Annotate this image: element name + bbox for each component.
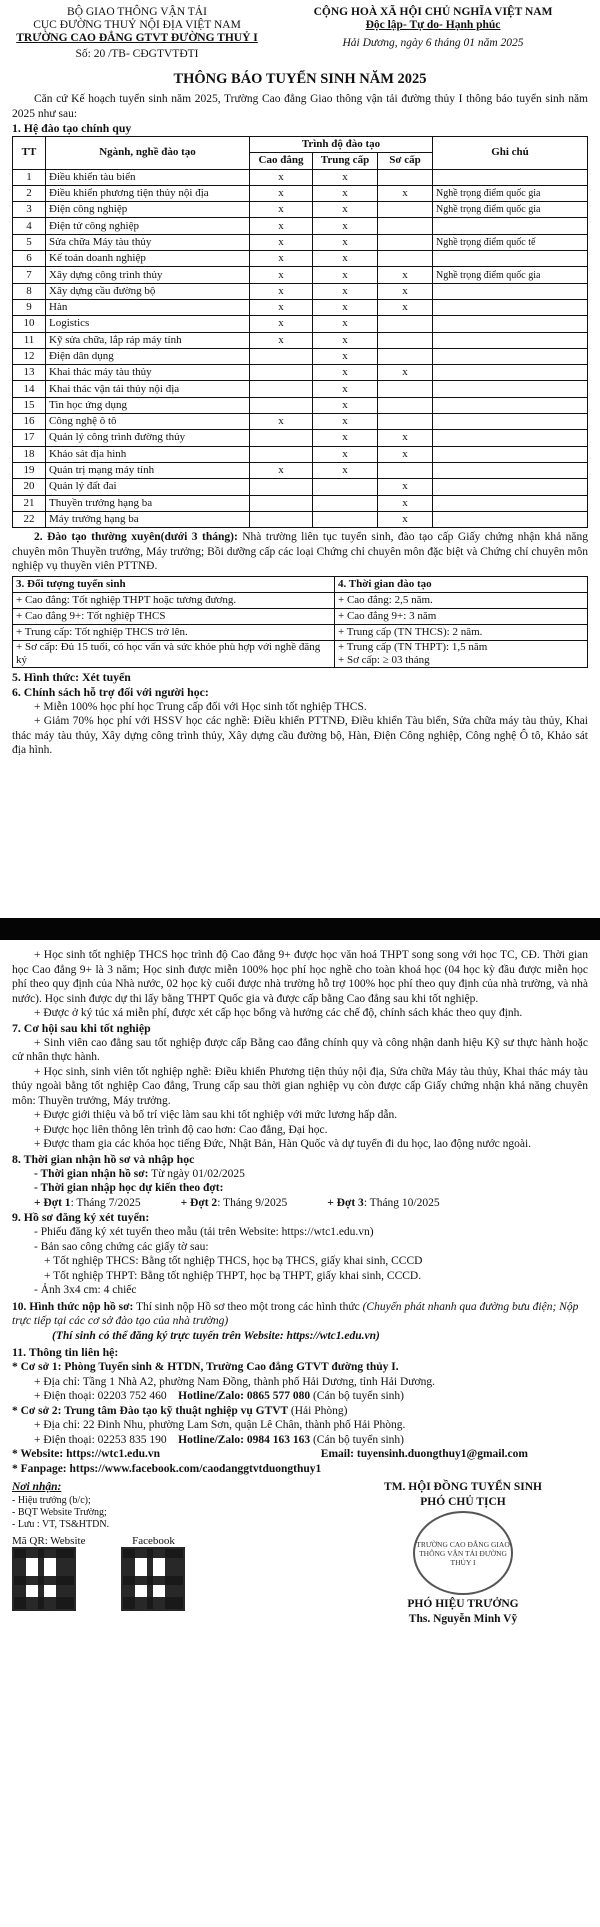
elementary-mark	[378, 462, 433, 478]
email-address[interactable]: Email: tuyensinh.duongthuy1@gmail.com	[320, 1448, 528, 1460]
row-note	[433, 251, 588, 267]
row-number: 19	[13, 462, 46, 478]
table-row	[13, 462, 588, 478]
dossier-item: + Tốt nghiệp THCS: Bằng tốt nghiệp THCS, học bạ THCS, giấy khai sinh, CCCD	[44, 1255, 423, 1267]
row-note	[433, 414, 588, 430]
college-mark: x	[250, 169, 313, 185]
intermediate-mark: x	[313, 234, 378, 250]
recipient: - BQT Website Trường;	[12, 1506, 107, 1518]
row-note	[433, 332, 588, 348]
eligibility-duration-table	[12, 576, 588, 668]
section-2-heading: 2. Đào tạo thường xuyên(dưới 3 tháng):	[34, 531, 238, 544]
qr-facebook[interactable]	[121, 1535, 185, 1611]
online-registration: (Thí sinh có thể đăng ký trực tuyến trên Website: https://wtc1.edu.vn)	[52, 1329, 380, 1342]
program-name: Khai thác máy tàu thủy	[46, 365, 250, 381]
college-mark	[250, 348, 313, 364]
qr-codes	[12, 1535, 262, 1611]
issuer-department: CỤC ĐƯỜNG THUỶ NỘI ĐỊA VIỆT NAM	[33, 19, 241, 31]
table-row	[13, 430, 588, 446]
college-mark: x	[250, 316, 313, 332]
document-date: Hải Dương, ngày 6 tháng 01 năm 2025	[342, 37, 524, 49]
signer-name: Ths. Nguyễn Minh Vỹ	[408, 1612, 518, 1625]
intermediate-mark: x	[313, 169, 378, 185]
intermediate-mark: x	[313, 381, 378, 397]
campus-2: * Cơ sở 2: Trung tâm Đào tạo kỹ thuật nghiệp vụ GTVT (Hải Phòng)	[12, 1404, 348, 1417]
table-row	[13, 608, 588, 624]
row-number: 1	[13, 169, 46, 185]
qr-website[interactable]	[12, 1535, 85, 1611]
elementary-mark: x	[378, 283, 433, 299]
table-row	[13, 283, 588, 299]
table-row	[13, 397, 588, 413]
table-row	[13, 479, 588, 495]
campus-1: * Cơ sở 1: Phòng Tuyển sinh & HTDN, Trường Cao đẳng GTVT đường thủy I.	[12, 1361, 399, 1373]
intermediate-mark: x	[313, 332, 378, 348]
elementary-mark: x	[378, 446, 433, 462]
eligibility-cell: + Trung cấp: Tốt nghiệp THCS trở lên.	[13, 624, 335, 640]
document-header	[12, 0, 588, 61]
program-name: Sửa chữa Máy tàu thủy	[46, 234, 250, 250]
round-2: + Đợt 2: Tháng 9/2025	[180, 1196, 288, 1209]
table-row	[13, 202, 588, 218]
intermediate-mark: x	[313, 462, 378, 478]
section-1-heading: 1. Hệ đào tạo chính quy	[12, 121, 132, 135]
row-note	[433, 365, 588, 381]
row-number: 18	[13, 446, 46, 462]
row-note	[433, 169, 588, 185]
row-note	[433, 299, 588, 315]
college-mark	[250, 397, 313, 413]
row-number: 22	[13, 511, 46, 527]
row-number: 7	[13, 267, 46, 283]
row-number: 11	[13, 332, 46, 348]
row-number: 8	[13, 283, 46, 299]
row-note	[433, 397, 588, 413]
table-row	[13, 267, 588, 283]
dossier-item: - Bản sao công chứng các giấy tờ sau:	[34, 1240, 209, 1253]
row-note: Nghề trọng điểm quốc gia	[433, 202, 588, 218]
table-row	[13, 234, 588, 250]
table-row	[13, 624, 588, 640]
table-row	[13, 640, 588, 667]
section-8-heading: 8. Thời gian nhận hồ sơ và nhập học	[12, 1151, 195, 1166]
program-name: Máy trưởng hạng ba	[46, 511, 250, 527]
row-note	[433, 495, 588, 511]
intermediate-mark: x	[313, 202, 378, 218]
page-separator	[0, 918, 600, 940]
program-name: Quản trị mạng máy tính	[46, 462, 250, 478]
row-number: 15	[13, 397, 46, 413]
elementary-mark: x	[378, 185, 433, 201]
college-mark: x	[250, 332, 313, 348]
college-mark: x	[250, 185, 313, 201]
row-note: Nghề trọng điểm quốc tế	[433, 234, 588, 250]
intermediate-mark: x	[313, 185, 378, 201]
row-number: 21	[13, 495, 46, 511]
intermediate-mark: x	[313, 414, 378, 430]
program-name: Công nghệ ô tô	[46, 414, 250, 430]
row-number: 9	[13, 299, 46, 315]
section-3-heading: 3. Đối tượng tuyển sinh	[13, 576, 335, 592]
round-1: + Đợt 1: Tháng 7/2025	[34, 1196, 141, 1209]
enroll-rounds	[34, 1196, 588, 1211]
elementary-mark	[378, 218, 433, 234]
row-note	[433, 381, 588, 397]
row-note: Nghề trọng điểm quốc gia	[433, 185, 588, 201]
row-note	[433, 430, 588, 446]
table-row	[13, 511, 588, 527]
col-level: Trình độ đào tạo	[250, 137, 433, 153]
qr-website-label: Mã QR: Website	[12, 1534, 86, 1547]
row-note	[433, 218, 588, 234]
row-number: 3	[13, 202, 46, 218]
table-row	[13, 414, 588, 430]
signature-role: PHÓ CHỦ TỊCH	[420, 1495, 506, 1508]
col-note: Ghi chú	[433, 137, 588, 170]
elementary-mark	[378, 234, 433, 250]
program-table	[12, 136, 588, 528]
signature-block	[338, 1480, 588, 1626]
program-name: Điện tử công nghiệp	[46, 218, 250, 234]
signer-title: PHÓ HIỆU TRƯỞNG	[407, 1598, 519, 1610]
dossier-item: + Tốt nghiệp THPT: Bằng tốt nghiệp THPT, học bạ THPT, giấy khai sinh, CCCD.	[44, 1269, 422, 1282]
qr-code-icon	[12, 1547, 76, 1611]
document-title: THÔNG BÁO TUYỂN SINH NĂM 2025	[173, 71, 427, 87]
enroll-label: - Thời gian nhập học dự kiến theo đợt:	[34, 1182, 224, 1194]
elementary-mark: x	[378, 511, 433, 527]
receive-label: - Thời gian nhận hồ sơ:	[34, 1167, 149, 1180]
elementary-mark: x	[378, 365, 433, 381]
document-page-1	[0, 0, 600, 918]
college-mark: x	[250, 462, 313, 478]
intermediate-mark: x	[313, 348, 378, 364]
elementary-mark	[378, 381, 433, 397]
college-mark: x	[250, 218, 313, 234]
elementary-mark: x	[378, 479, 433, 495]
intermediate-mark: x	[313, 267, 378, 283]
row-number: 6	[13, 251, 46, 267]
row-number: 2	[13, 185, 46, 201]
row-number: 13	[13, 365, 46, 381]
qr-code-icon	[121, 1547, 185, 1611]
national-title: CỘNG HOÀ XÃ HỘI CHỦ NGHĨA VIỆT NAM	[313, 6, 553, 18]
eligibility-duration-body	[13, 592, 588, 667]
row-number: 10	[13, 316, 46, 332]
elementary-mark: x	[378, 430, 433, 446]
section-2	[12, 530, 588, 574]
program-name: Điện công nghiệp	[46, 202, 250, 218]
table-row	[13, 446, 588, 462]
national-motto: Độc lập- Tự do- Hạnh phúc	[365, 19, 501, 31]
row-note	[433, 283, 588, 299]
program-name: Điện dân dụng	[46, 348, 250, 364]
row-number: 14	[13, 381, 46, 397]
elementary-mark	[378, 316, 433, 332]
section-11-heading: 11. Thông tin liên hệ:	[12, 1345, 119, 1359]
support-item: + Giảm 70% học phí với HSSV học các nghề: Điều khiển PTTNĐ, Điều khiển Tàu biển, Sửa chữa máy tàu thủy, Khai thác máy tàu thủy, Xây dựng công trình thủy, Xây dựng cầu đường bộ, Hàn, Điện Công nghiệp, Công nghệ Ô tô, Khảo sát địa hình.	[12, 715, 588, 757]
table-row	[13, 251, 588, 267]
table-row	[13, 592, 588, 608]
table-row	[13, 495, 588, 511]
row-note	[433, 316, 588, 332]
college-mark: x	[250, 234, 313, 250]
intermediate-mark	[313, 479, 378, 495]
campus-1-address: + Địa chỉ: Tầng 1 Nhà A2, phường Nam Đồng, thành phố Hải Dương, tỉnh Hải Dương.	[34, 1375, 435, 1388]
intermediate-mark: x	[313, 446, 378, 462]
intermediate-mark: x	[313, 299, 378, 315]
duration-cell: + Trung cấp (TN THPT): 1,5 năm + Sơ cấp: ≥ 03 tháng	[335, 640, 588, 667]
college-mark: x	[250, 299, 313, 315]
recipient: - Lưu : VT, TS&HTDN.	[12, 1518, 110, 1530]
intermediate-mark: x	[313, 430, 378, 446]
issuer-school: TRƯỜNG CAO ĐẲNG GTVT ĐƯỜNG THUỶ I	[16, 32, 258, 44]
campus-2-address: + Địa chỉ: 22 Đinh Nhu, phường Lam Sơn, quận Lê Chân, thành phố Hải Phòng.	[34, 1419, 406, 1431]
college-mark	[250, 365, 313, 381]
dossier-item: - Phiếu đăng ký xét tuyển theo mẫu (tải trên Website: https://wtc1.edu.vn)	[34, 1226, 374, 1238]
dossier-item: - Ảnh 3x4 cm: 4 chiếc	[34, 1284, 137, 1296]
college-mark	[250, 446, 313, 462]
intermediate-mark	[313, 495, 378, 511]
elementary-mark	[378, 332, 433, 348]
support-item: + Miễn 100% học phí học Trung cấp đối với Học sinh tốt nghiệp THCS.	[34, 700, 367, 713]
table-row	[13, 169, 588, 185]
row-number: 16	[13, 414, 46, 430]
row-note	[433, 511, 588, 527]
program-name: Kế toán doanh nghiệp	[46, 251, 250, 267]
program-name: Điều khiển phương tiện thủy nội địa	[46, 185, 250, 201]
program-name: Xây dựng công trình thủy	[46, 267, 250, 283]
opportunity-item: + Được giới thiệu và bố trí việc làm sau khi tốt nghiệp với mức lương hấp dẫn.	[34, 1109, 398, 1121]
section-5: 5. Hình thức: Xét tuyển	[12, 669, 131, 684]
elementary-mark	[378, 397, 433, 413]
intermediate-mark: x	[313, 316, 378, 332]
row-note	[433, 462, 588, 478]
support-grade9-plus: + Học sinh tốt nghiệp THCS học trình độ Cao đẳng 9+ được học văn hoá THPT song song với học TC, CĐ. Thời gian học Cao đẳng 9+ là 3 năm; Học sinh được miễn 100% học phí học nghề cho toàn khoá học (04 học kỳ đầu được miễn học phí theo quy định của Nhà nước, 02 học kỳ cuối được nhà trường hỗ trợ 100% học phí theo quy định của nhà trường, và nhà nước). Học sinh được dự thi lấy bằng THPT Quốc gia và được cấp bằng Cao đẳng sau khi tốt nghiệp.	[12, 949, 588, 1005]
website-link[interactable]: * Website: https://wtc1.edu.vn	[12, 1448, 161, 1460]
program-table-body	[13, 169, 588, 528]
round-3: + Đợt 3: Tháng 10/2025	[327, 1196, 440, 1209]
col-elementary: Sơ cấp	[378, 153, 433, 169]
receive-period	[34, 1167, 588, 1182]
program-name: Quản lý công trình đường thủy	[46, 430, 250, 446]
row-number: 5	[13, 234, 46, 250]
duration-cell: + Trung cấp (TN THCS): 2 năm.	[335, 624, 588, 640]
intermediate-mark: x	[313, 251, 378, 267]
section-10-heading: 10. Hình thức nộp hồ sơ:	[12, 1300, 134, 1313]
campus-2-phones: + Điện thoại: 02253 835 190 Hotline/Zalo: 0984 163 163 (Cán bộ tuyển sinh)	[34, 1433, 404, 1446]
table-row	[13, 218, 588, 234]
college-mark: x	[250, 267, 313, 283]
college-mark	[250, 430, 313, 446]
col-tt: TT	[13, 137, 46, 170]
section-6-heading: 6. Chính sách hỗ trợ đối với người học:	[12, 684, 209, 699]
receive-value: Từ ngày 01/02/2025	[151, 1167, 245, 1180]
elementary-mark	[378, 202, 433, 218]
program-name: Khai thác vận tải thủy nội địa	[46, 381, 250, 397]
college-mark: x	[250, 283, 313, 299]
fanpage-link[interactable]: * Fanpage: https://www.facebook.com/caodanggtvtduongthuy1	[12, 1462, 322, 1475]
section-9-heading: 9. Hồ sơ đăng ký xét tuyển:	[12, 1210, 150, 1224]
official-seal-icon: TRƯỜNG CAO ĐẲNG GIAO THÔNG VẬN TẢI ĐƯỜNG THỦY I	[413, 1511, 513, 1595]
table-row	[13, 381, 588, 397]
national-motto-block	[278, 6, 588, 61]
recipients-block	[12, 1480, 262, 1626]
table-row	[13, 332, 588, 348]
elementary-mark	[378, 251, 433, 267]
table-row	[13, 348, 588, 364]
intermediate-mark: x	[313, 218, 378, 234]
section-2-text: Nhà trường liên tục tuyển sinh, đào tạo cấp Giấy chứng nhận khả năng chuyên môn Thuyền trưởng, Máy trưởng; Bồi dưỡng cấp các loại Chứng chỉ chuyên môn đặc biệt và Chứng chỉ chuyên môn nghiệp vụ thuyền viên PTTNĐ.	[12, 531, 588, 573]
row-number: 12	[13, 348, 46, 364]
elementary-mark	[378, 414, 433, 430]
signature-title: TM. HỘI ĐỒNG TUYỂN SINH	[384, 1481, 542, 1493]
contact-web-email	[12, 1447, 588, 1462]
program-name: Hàn	[46, 299, 250, 315]
intermediate-mark: x	[313, 283, 378, 299]
col-college: Cao đẳng	[250, 153, 313, 169]
intro-paragraph: Căn cứ Kế hoạch tuyển sinh năm 2025, Trường Cao đẳng Giao thông vận tải đường thủy I thông báo tuyển sinh năm 2025 như sau:	[12, 93, 588, 120]
table-row	[13, 185, 588, 201]
row-number: 17	[13, 430, 46, 446]
elementary-mark	[378, 169, 433, 185]
row-number: 4	[13, 218, 46, 234]
college-mark: x	[250, 414, 313, 430]
row-note	[433, 446, 588, 462]
issuer-block	[12, 6, 262, 61]
eligibility-cell: + Cao đẳng: Tốt nghiệp THPT hoặc tương đương.	[13, 592, 335, 608]
table-row	[13, 299, 588, 315]
campus-1-phones: + Điện thoại: 02203 752 460 Hotline/Zalo: 0865 577 080 (Cán bộ tuyển sinh)	[34, 1390, 404, 1402]
document-page-2	[0, 940, 600, 1927]
table-row	[13, 316, 588, 332]
duration-cell: + Cao đẳng: 2,5 năm.	[335, 592, 588, 608]
program-name: Thuyền trưởng hạng ba	[46, 495, 250, 511]
program-name: Khảo sát địa hình	[46, 446, 250, 462]
row-number: 20	[13, 479, 46, 495]
program-name: Xây dựng cầu đường bộ	[46, 283, 250, 299]
footer	[12, 1480, 588, 1626]
program-name: Quản lý đất đai	[46, 479, 250, 495]
program-name: Kỹ sửa chữa, lắp ráp máy tính	[46, 332, 250, 348]
section-10-text: Thí sinh nộp Hồ sơ theo một trong các hình thức	[135, 1300, 360, 1313]
recipient: - Hiệu trưởng (b/c);	[12, 1494, 91, 1506]
document-number: Số: 20 /TB- CĐGTVTĐTI	[75, 48, 199, 60]
college-mark: x	[250, 202, 313, 218]
section-10	[12, 1300, 588, 1329]
college-mark	[250, 381, 313, 397]
opportunity-item: + Sinh viên cao đẳng sau tốt nghiệp được cấp Bằng cao đẳng chính quy và công nhận danh hiệu Kỹ sư thực hành hoặc cử nhân thực hành.	[12, 1036, 588, 1063]
section-10-methods: (Chuyển phát nhanh qua đường bưu điện; Nộp trực tiếp tại các cơ sở đào tạo của nhà trường)	[12, 1300, 579, 1327]
college-mark	[250, 511, 313, 527]
section-4-heading: 4. Thời gian đào tạo	[335, 576, 588, 592]
row-note	[433, 479, 588, 495]
elementary-mark	[378, 348, 433, 364]
elementary-mark: x	[378, 495, 433, 511]
college-mark	[250, 479, 313, 495]
support-dormitory: + Được ở ký túc xá miễn phí, được xét cấp học bổng và hưởng các chế độ, chính sách khác theo quy định.	[34, 1007, 523, 1019]
table-row	[13, 365, 588, 381]
intermediate-mark: x	[313, 365, 378, 381]
eligibility-cell: + Cao đẳng 9+: Tốt nghiệp THCS	[13, 608, 335, 624]
eligibility-cell: + Sơ cấp: Đủ 15 tuổi, có học vấn và sức khỏe phù hợp với nghề đăng ký	[13, 640, 335, 667]
college-mark: x	[250, 251, 313, 267]
col-program: Ngành, nghề đào tạo	[46, 137, 250, 170]
qr-facebook-label: Facebook	[132, 1534, 175, 1547]
intermediate-mark: x	[313, 397, 378, 413]
issuer-ministry: BỘ GIAO THÔNG VẬN TẢI	[67, 6, 207, 18]
elementary-mark: x	[378, 299, 433, 315]
program-name: Điều khiển tàu biển	[46, 169, 250, 185]
college-mark	[250, 495, 313, 511]
row-note	[433, 348, 588, 364]
elementary-mark: x	[378, 267, 433, 283]
row-note: Nghề trọng điểm quốc gia	[433, 267, 588, 283]
intermediate-mark	[313, 511, 378, 527]
col-intermediate: Trung cấp	[313, 153, 378, 169]
opportunity-item: + Được học liên thông lên trình độ cao hơn: Cao đẳng, Đại học.	[34, 1123, 328, 1136]
opportunity-item: + Được tham gia các khóa học tiếng Đức, Nhật Bản, Hàn Quốc và dự tuyển đi du học, lao động nước ngoài.	[34, 1138, 532, 1150]
section-7-heading: 7. Cơ hội sau khi tốt nghiệp	[12, 1020, 151, 1035]
recipients-title: Nơi nhận:	[12, 1481, 62, 1493]
duration-cell: + Cao đẳng 9+: 3 năm	[335, 608, 588, 624]
program-name: Logistics	[46, 316, 250, 332]
program-name: Tin học ứng dụng	[46, 397, 250, 413]
opportunity-item: + Học sinh, sinh viên tốt nghiệp nghề: Điều khiển Phương tiện thủy nội địa, Sửa chữa Máy tàu thủy, Khai thác máy tàu thủy ngoài bằng tốt nghiệp Cao đẳng, Trung cấp sau thời gian nghiệp vụ còn được cấp Giấy chứng nhận khả năng chuyên môn: Thuyền trưởng, Máy trưởng.	[12, 1065, 588, 1107]
